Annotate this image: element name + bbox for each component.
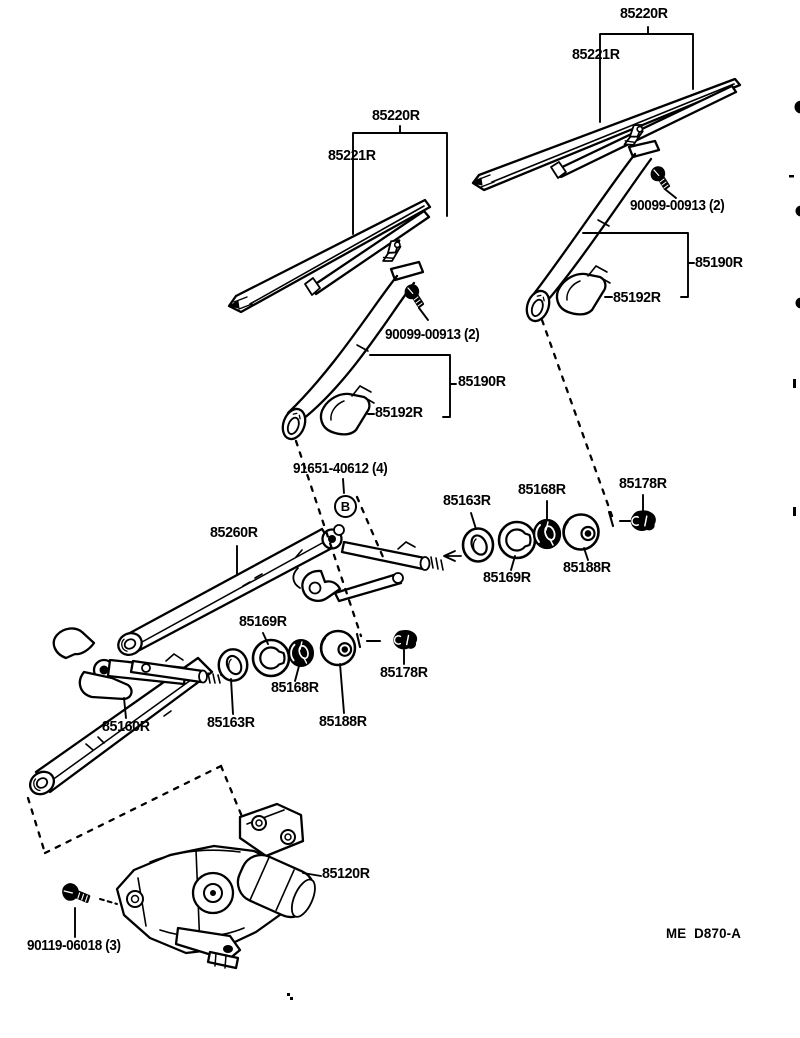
label-wiper-arm-right: 85190R	[695, 254, 743, 271]
arm-screw-middle-art	[406, 285, 423, 307]
label-connecting-rod: 85260R	[210, 524, 258, 541]
label-pivot-clip-lower: 85178R	[380, 664, 428, 681]
label-pivot-grommet-upper: 85163R	[443, 492, 491, 509]
wiper-blade-right-art	[473, 79, 740, 190]
label-pivot-bushing-lower: 85168R	[271, 679, 319, 696]
arm-screw-right-art	[652, 167, 669, 189]
wiper-blade-middle-art	[229, 200, 430, 312]
label-arm-screw-right: 90099-00913 (2)	[630, 197, 725, 214]
label-wiper-arm-middle: 85190R	[458, 373, 506, 390]
label-pivot-clip-upper: 85178R	[619, 475, 667, 492]
label-blade-insert-middle: 85221R	[328, 147, 376, 164]
pivot-bolt-marker-b: B	[334, 495, 357, 518]
label-pivot-cap-lower: 85188R	[319, 713, 367, 730]
label-pivot-grommet-lower: 85163R	[207, 714, 255, 731]
wiper-motor-art	[117, 804, 321, 968]
label-pivot-link: 85160R	[102, 718, 150, 735]
label-blade-insert-right: 85221R	[572, 46, 620, 63]
label-arm-cover-right: 85192R	[613, 289, 661, 306]
label-blade-assembly-middle: 85220R	[372, 107, 420, 124]
label-pivot-bolt: 91651-40612 (4)	[293, 460, 388, 477]
motor-bolt-art	[60, 879, 91, 911]
label-pivot-ring-lower: 85169R	[239, 613, 287, 630]
label-pivot-cap-upper: 85188R	[563, 559, 611, 576]
label-wiper-motor: 85120R	[322, 865, 370, 882]
alignment-dashed-lines	[28, 320, 612, 904]
label-pivot-bushing-upper: 85168R	[518, 481, 566, 498]
label-arm-screw-middle: 90099-00913 (2)	[385, 326, 480, 343]
figure-code: ME D870-A	[666, 925, 742, 941]
label-arm-cover-middle: 85192R	[375, 404, 423, 421]
arm-cover-middle-art	[321, 386, 374, 434]
label-blade-assembly-right: 85220R	[620, 5, 668, 22]
arm-cover-right-art	[557, 266, 610, 314]
label-pivot-ring-upper: 85169R	[483, 569, 531, 586]
label-motor-bolt: 90119-06018 (3)	[27, 937, 121, 954]
pivot-parts-upper-row	[463, 512, 655, 562]
